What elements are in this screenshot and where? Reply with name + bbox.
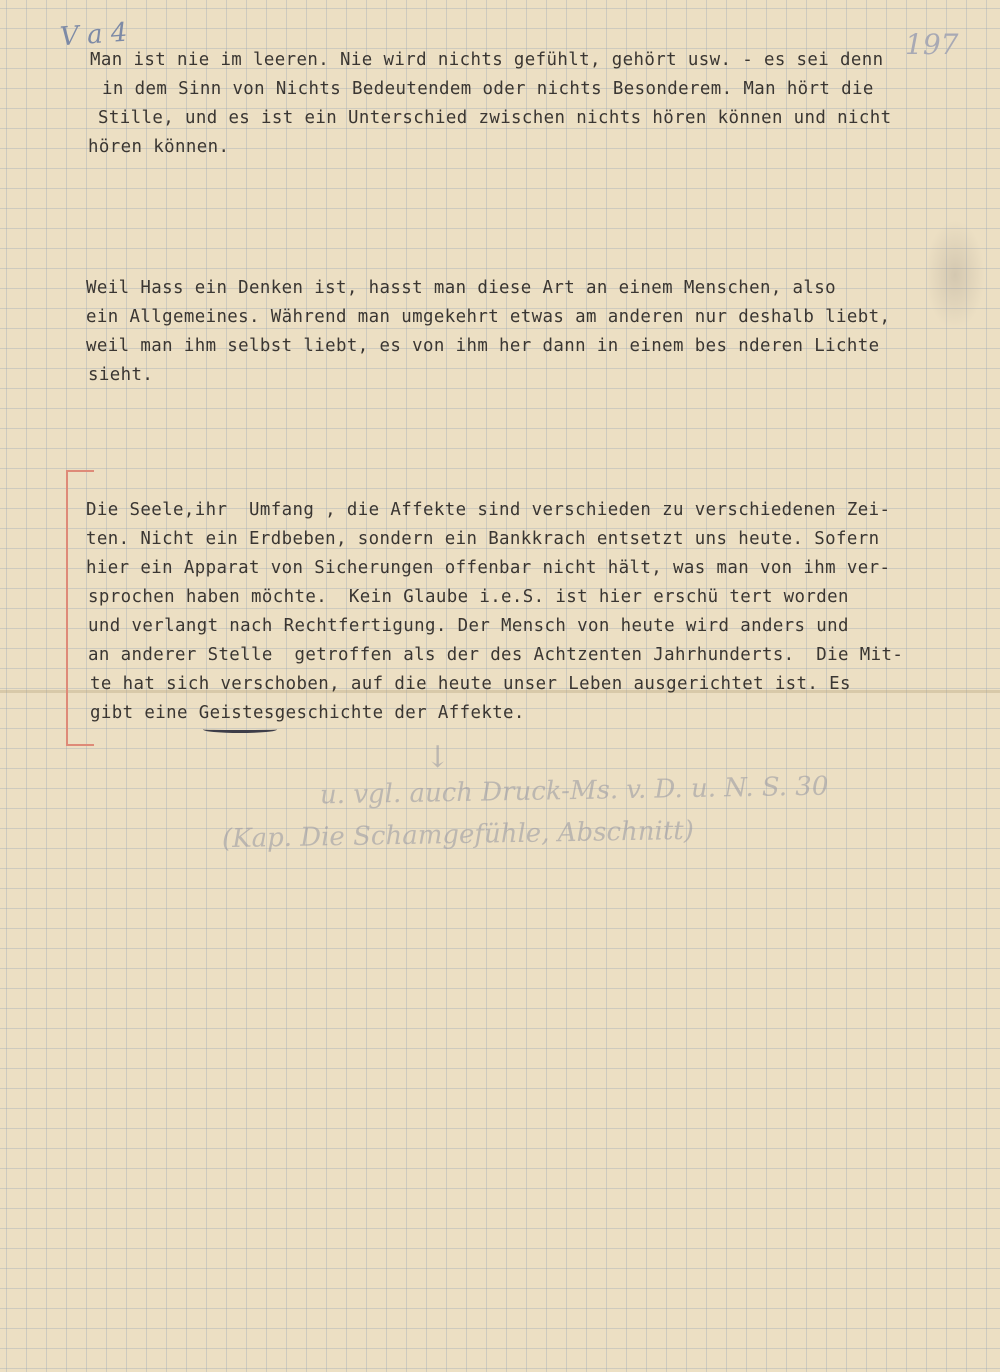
text-line: Stille, und es ist ein Unterschied zwischen nichts hören können und nicht xyxy=(98,108,892,128)
text-line: hören können. xyxy=(88,137,230,157)
text-line: gibt eine Geistesgeschichte der Affekte. xyxy=(90,703,525,723)
paragraph-hate xyxy=(86,274,976,390)
pencil-note-reference: u. vgl. auch Druck-Ms. v. D. u. N. S. 30 xyxy=(319,771,829,811)
text-line: Man ist nie im leeren. Nie wird nichts gefühlt, gehört usw. - es sei denn xyxy=(90,50,884,70)
paragraph-soul xyxy=(86,496,976,728)
pencil-arrow: ↓ xyxy=(425,740,451,775)
text-line: weil man ihm selbst liebt, es von ihm her dann in einem bes nderen Lichte xyxy=(86,336,880,356)
text-line: sieht. xyxy=(88,365,154,385)
archive-mark: V a 4 xyxy=(59,17,129,53)
text-line: Die Seele,ihr Umfang , die Affekte sind verschieden zu verschiedenen Zei- xyxy=(86,500,891,520)
text-line: an anderer Stelle getroffen als der des Achtzenten Jahrhunderts. Die Mit- xyxy=(88,645,904,665)
text-line: Weil Hass ein Denken ist, hasst man diese Art an einem Menschen, also xyxy=(86,278,837,298)
text-line: ein Allgemeines. Während man umgekehrt etwas am anderen nur deshalb liebt, xyxy=(86,307,891,327)
text-line: sprochen haben möchte. Kein Glaube i.e.S. ist hier erschü tert worden xyxy=(88,587,849,607)
text-line: hier ein Apparat von Sicherungen offenbar nicht hält, was man von ihm ver- xyxy=(86,558,891,578)
text-line: in dem Sinn von Nichts Bedeutendem oder nichts Besonderem. Man hört die xyxy=(102,79,874,99)
text-line: und verlangt nach Rechtfertigung. Der Mensch von heute wird anders und xyxy=(88,616,849,636)
text-line: ten. Nicht ein Erdbeben, sondern ein Bankkrach entsetzt uns heute. Sofern xyxy=(86,529,880,549)
text-line: te hat sich verschoben, auf die heute unser Leben ausgerichtet ist. Es xyxy=(90,674,851,694)
pencil-note-chapter: (Kap. Die Schamgefühle, Abschnitt) xyxy=(221,815,695,855)
page-number: 197 xyxy=(905,28,959,61)
paragraph-silence xyxy=(86,46,976,162)
